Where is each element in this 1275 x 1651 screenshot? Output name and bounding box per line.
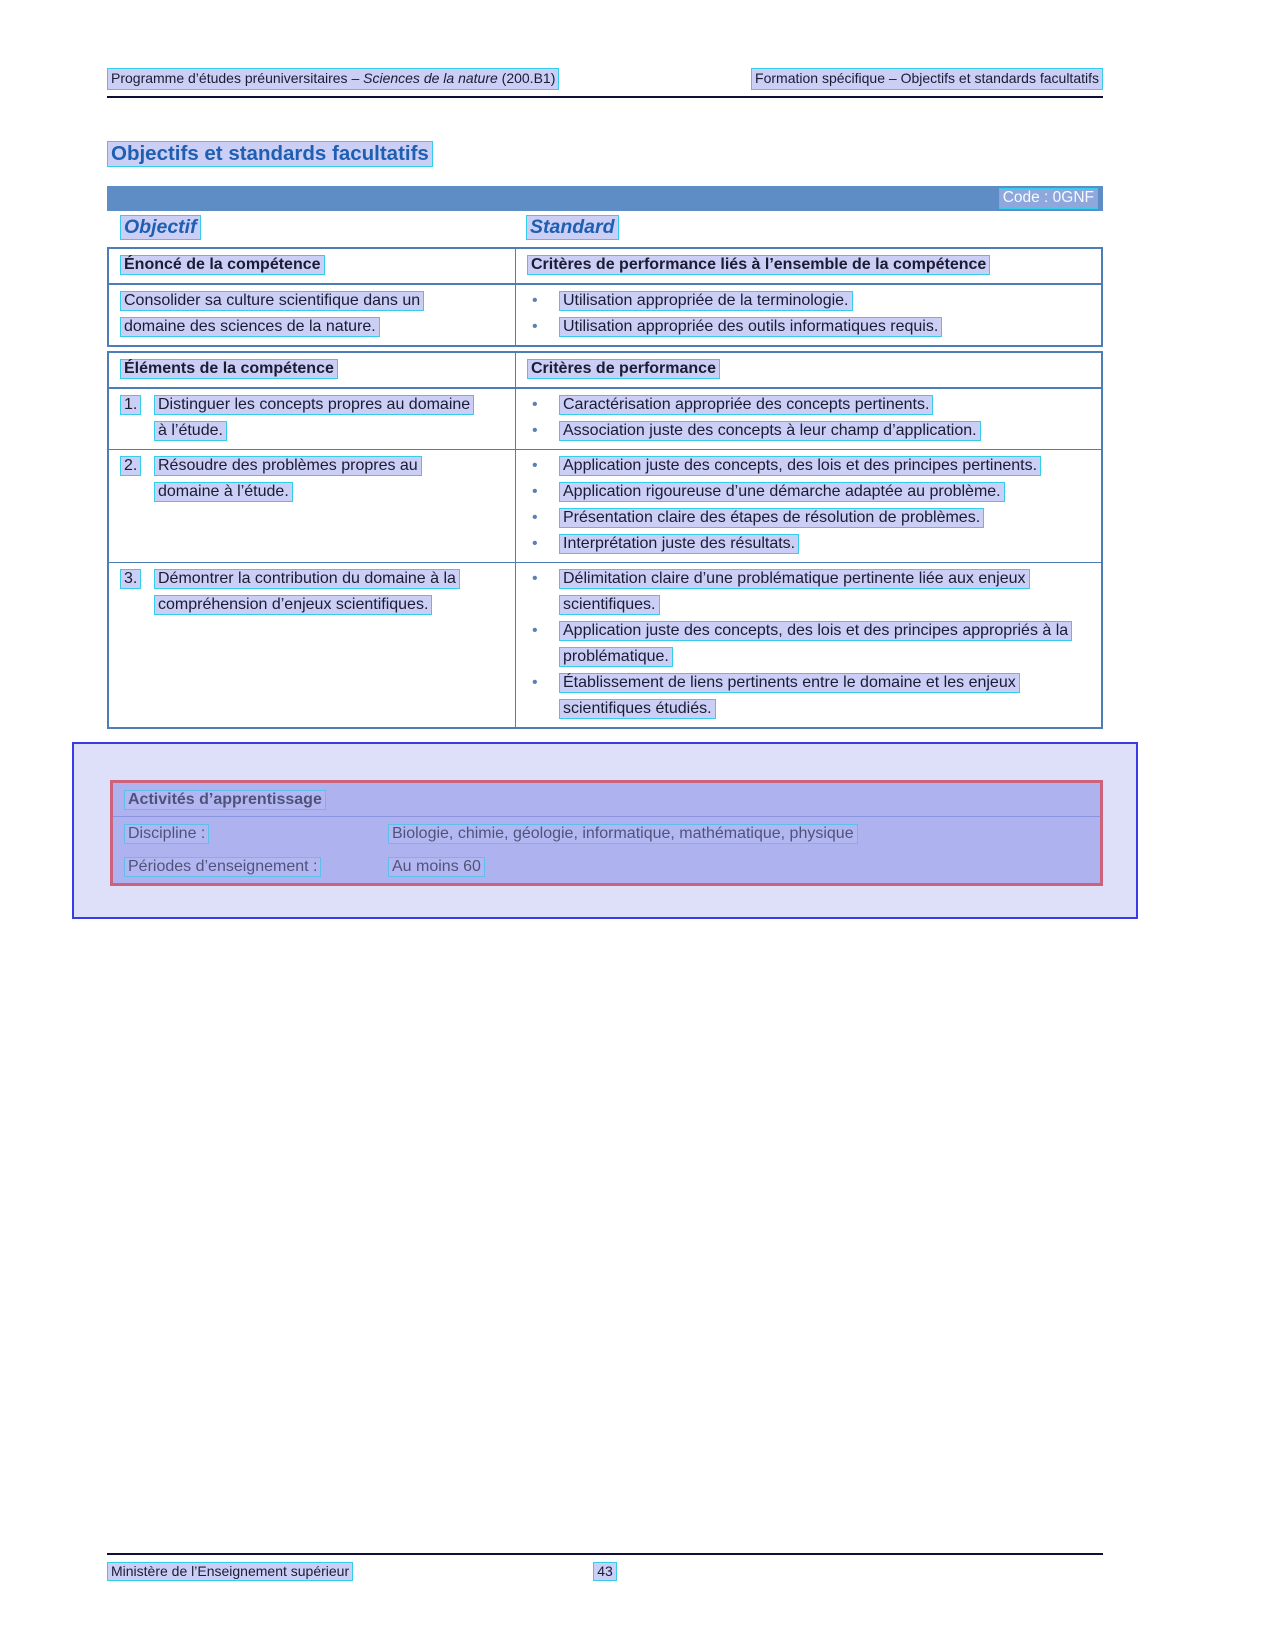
criterion-item: [516, 566, 1101, 618]
footer-ministry: Ministère de l’Enseignement supérieur: [107, 1562, 353, 1581]
footer-page-number-wrap: [593, 1562, 617, 1581]
element-text-wrap: [154, 453, 479, 557]
criterion-text-wrap: [559, 392, 1101, 418]
bullet-icon: •: [532, 483, 538, 500]
activities-discipline-row: [113, 817, 1100, 850]
competence-table-body: [109, 285, 1101, 345]
element-row-3: [109, 563, 1101, 727]
competence-table-header: [109, 249, 1101, 285]
code-banner: [107, 186, 1103, 211]
element-cell: [109, 389, 516, 449]
bullet-icon: •: [532, 509, 538, 526]
criterion-text: Utilisation appropriée des outils informatiques requis.: [559, 317, 942, 337]
criterion-text-wrap: [559, 314, 1101, 340]
element-cell: [109, 563, 516, 727]
element-number-text: 2.: [120, 456, 141, 476]
competence-statement-cell: [109, 285, 516, 345]
criterion-text: Présentation claire des étapes de résolution de problèmes.: [559, 508, 984, 528]
element-text: Démontrer la contribution du domaine à la compréhension d’enjeux scientifiques.: [154, 569, 460, 615]
discipline-label: Discipline :: [124, 824, 209, 844]
element-number: [120, 392, 154, 444]
criterion-item: [516, 418, 1101, 444]
competence-header-cell: [109, 249, 516, 283]
page-title-text: Objectifs et standards facultatifs: [107, 141, 433, 167]
performance-header-cell: [516, 353, 1101, 387]
standard-column-header: [515, 214, 619, 240]
element-text-wrap: [154, 566, 479, 722]
criterion-item: [516, 505, 1101, 531]
elements-header-cell: [109, 353, 516, 387]
criterion-text-wrap: [559, 288, 1101, 314]
criterion-text: Application juste des concepts, des lois et des principes appropriés à la problématique.: [559, 621, 1072, 667]
criterion-text: Établissement de liens pertinents entre le domaine et les enjeux scientifiques étudiés.: [559, 673, 1020, 719]
elements-table: [107, 351, 1103, 729]
discipline-value: Biologie, chimie, géologie, informatique, mathématique, physique: [388, 824, 858, 844]
periods-value: Au moins 60: [388, 857, 485, 877]
discipline-value-cell: [388, 821, 1100, 847]
criterion-item: [516, 479, 1101, 505]
element-number-text: 1.: [120, 395, 141, 415]
elements-table-header: [109, 353, 1101, 389]
bullet-icon: •: [532, 396, 538, 413]
periods-label: Périodes d’enseignement :: [124, 857, 321, 877]
objectif-column-header: [107, 214, 515, 240]
criterion-text-wrap: [559, 418, 1101, 444]
bullet-icon: •: [532, 570, 538, 587]
criterion-item: [516, 314, 1101, 340]
criterion-text: Application juste des concepts, des lois et des principes pertinents.: [559, 456, 1041, 476]
header-left-text: [107, 68, 559, 90]
criterion-text: Caractérisation appropriée des concepts pertinents.: [559, 395, 933, 415]
page-footer: [107, 1553, 1103, 1581]
element-row-2: [109, 450, 1101, 563]
element-text: Résoudre des problèmes propres au domaine à l’étude.: [154, 456, 422, 502]
criterion-text: Association juste des concepts à leur champ d’application.: [559, 421, 981, 441]
criterion-item: [516, 670, 1101, 722]
footer-page-number: 43: [593, 1562, 617, 1581]
criterion-text-wrap: [559, 670, 1101, 722]
element-row-1: [109, 389, 1101, 450]
header-left-italic: Sciences de la nature: [363, 70, 498, 86]
bullet-icon: •: [532, 292, 538, 309]
bullet-icon: •: [532, 318, 538, 335]
page-title: [107, 140, 433, 167]
standard-label: Standard: [526, 215, 619, 240]
criterion-text: Interprétation juste des résultats.: [559, 534, 799, 554]
criterion-text-wrap: [559, 479, 1101, 505]
footer-ministry-wrap: [107, 1562, 593, 1581]
objectif-label: Objectif: [120, 215, 201, 240]
criteria-cell: [516, 563, 1101, 727]
bullet-icon: •: [532, 622, 538, 639]
header-left-prefix: Programme d’études préuniversitaires –: [111, 70, 364, 86]
element-number-text: 3.: [120, 569, 141, 589]
criterion-text-wrap: [559, 531, 1101, 557]
header-left-suffix: (200.B1): [497, 70, 556, 86]
criterion-text-wrap: [559, 618, 1101, 670]
criteria-cell: [516, 389, 1101, 449]
element-number: [120, 453, 154, 557]
criterion-text: Utilisation appropriée de la terminologie.: [559, 291, 853, 311]
criterion-text-wrap: [559, 566, 1101, 618]
criterion-item: [516, 288, 1101, 314]
bullet-icon: •: [532, 535, 538, 552]
element-text: Distinguer les concepts propres au domaine à l’étude.: [154, 395, 474, 441]
criterion-item: [516, 392, 1101, 418]
bullet-icon: •: [532, 674, 538, 691]
criteria-cell: [516, 450, 1101, 562]
competence-table: [107, 247, 1103, 347]
criterion-text-wrap: [559, 453, 1101, 479]
bullet-icon: •: [532, 422, 538, 439]
criterion-item: [516, 618, 1101, 670]
element-cell: [109, 450, 516, 562]
activities-periods-row: [113, 850, 1100, 883]
element-text-wrap: [154, 392, 479, 444]
criterion-text: Application rigoureuse d’une démarche adaptée au problème.: [559, 482, 1005, 502]
page-header: [107, 68, 1103, 98]
bullet-icon: •: [532, 457, 538, 474]
activities-table: [110, 780, 1103, 886]
header-right-text: Formation spécifique – Objectifs et standards facultatifs: [751, 68, 1103, 90]
code-label: Code : 0GNF: [999, 188, 1098, 209]
activities-title: Activités d’apprentissage: [124, 790, 326, 810]
criterion-item: [516, 531, 1101, 557]
element-number: [120, 566, 154, 722]
discipline-label-cell: [124, 821, 388, 847]
criteria-header-cell: [516, 249, 1101, 283]
competence-header-text: Énoncé de la compétence: [120, 255, 325, 275]
activities-header: [113, 783, 1100, 817]
criterion-text-wrap: [559, 505, 1101, 531]
periods-value-cell: [388, 854, 1100, 880]
competence-statement: Consolider sa culture scientifique dans un domaine des sciences de la nature.: [120, 291, 424, 337]
periods-label-cell: [124, 854, 388, 880]
criteria-header-text: Critères de performance liés à l’ensemble de la compétence: [527, 255, 990, 275]
column-headers: [107, 214, 1103, 240]
criterion-text: Délimitation claire d’une problématique pertinente liée aux enjeux scientifiques.: [559, 569, 1030, 615]
criterion-item: [516, 453, 1101, 479]
elements-header-text: Éléments de la compétence: [120, 359, 338, 379]
performance-header-text: Critères de performance: [527, 359, 720, 379]
competence-criteria-cell: [516, 285, 1101, 345]
footer-spacer: [617, 1562, 1103, 1581]
